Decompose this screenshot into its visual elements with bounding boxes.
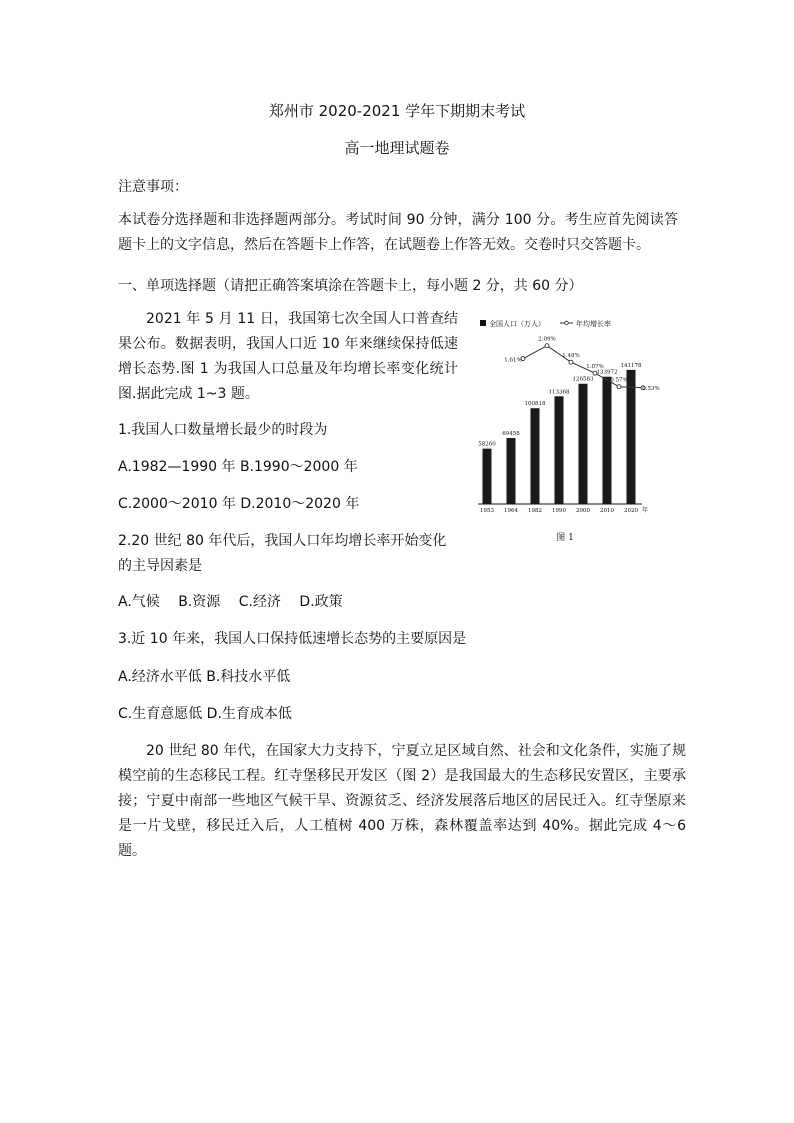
q2-stem: 2.20 世纪 80 年代后，我国人口年均增长率开始变化的主导因素是 <box>118 533 447 574</box>
bar-2000 <box>579 384 588 504</box>
bar-label-1953: 58260 <box>478 441 496 448</box>
notes-body: 本试卷分选择题和非选择题两部分。考试时间 90 分钟，满分 100 分。考生应首先阅读答题卡上的文字信息，然后在答题卡上作答，在试题卷上作答无效。交卷时只交答题卡。 <box>118 212 678 253</box>
bar-label-1990: 113368 <box>548 389 570 396</box>
x-tick-1953: 1953 <box>480 508 494 514</box>
growth-label-2010: 0.57% <box>610 377 628 384</box>
growth-point-1990 <box>569 360 573 364</box>
exam-subtitle: 高一地理试题卷 <box>344 139 450 157</box>
legend-line-label: 年均增长率 <box>576 320 611 328</box>
growth-label-2020: 0.53% <box>642 385 660 392</box>
q1-options-ab: A.1982—1990 年 B.1990～2000 年 <box>118 459 358 475</box>
bar-label-1982: 100818 <box>524 401 546 408</box>
figure-caption: 图 1 <box>556 533 574 543</box>
growth-label-2000: 1.07% <box>586 364 604 371</box>
bar-label-2000: 126583 <box>572 376 594 383</box>
exam-title: 郑州市 2020-2021 学年下期期末考试 <box>268 102 526 120</box>
bar-1990 <box>555 396 564 504</box>
bar-1982 <box>531 408 540 504</box>
x-axis-unit: 年 <box>642 507 649 514</box>
bar-1953 <box>483 449 492 504</box>
bar-label-2010: 133972 <box>596 369 618 376</box>
q3-stem: 3.近 10 年来，我国人口保持低速增长态势的主要原因是 <box>118 631 467 647</box>
notes-heading: 注意事项： <box>118 179 188 195</box>
growth-point-2000 <box>593 371 597 375</box>
growth-label-1990: 1.48% <box>562 353 580 360</box>
bar-2010 <box>603 377 612 504</box>
growth-point-1982 <box>545 344 549 348</box>
q3-options-cd: C.生育意愿低 D.生育成本低 <box>118 706 292 722</box>
growth-point-2010 <box>617 385 621 389</box>
q2-options: A.气候 B.资源 C.经济 D.政策 <box>118 594 343 610</box>
legend-bar-label: 全国人口（万人） <box>489 320 545 328</box>
population-chart <box>470 312 680 547</box>
q1-options-cd: C.2000～2010 年 D.2010～2020 年 <box>118 496 360 512</box>
bar-label-2020: 141178 <box>620 362 642 369</box>
x-tick-1964: 1964 <box>504 508 518 514</box>
x-tick-1982: 1982 <box>528 508 542 514</box>
bar-1964 <box>507 438 516 504</box>
x-tick-2010: 2010 <box>600 508 614 514</box>
q3-options-ab: A.经济水平低 B.科技水平低 <box>118 669 291 685</box>
growth-label-1982: 2.09% <box>538 336 556 343</box>
x-tick-2020: 2020 <box>624 508 638 514</box>
bar-2020 <box>627 370 636 504</box>
section1-heading: 一、单项选择题（请把正确答案填涂在答题卡上，每小题 2 分，共 60 分） <box>118 278 583 294</box>
legend-bar-swatch <box>480 320 486 326</box>
x-tick-1990: 1990 <box>552 508 566 514</box>
bar-label-1964: 69458 <box>502 431 520 438</box>
q1-stem: 1.我国人口数量增长最少的时段为 <box>118 422 328 438</box>
x-tick-2000: 2000 <box>576 508 590 514</box>
passage-2: 20 世纪 80 年代，在国家大力支持下，宁夏立足区域自然、社会和文化条件，实施了规模空前的生态移民工程。红寺堡移民开发区（图 2）是我国最大的生态移民安置区，主要承接；宁夏中南部一些地区气候干旱、资源贫乏、经济发展落后地区的居民迁入。红寺堡原来是一片戈壁，移民迁入后，人工植树 400 万株，森林覆盖率达到 40%。据此完成 4～6 题。 <box>118 743 686 859</box>
legend-line-marker <box>565 321 569 325</box>
passage-1: 2021 年 5 月 11 日，我国第七次全国人口普查结果公布。数据表明，我国人口近 10 年来继续保持低速增长态势.图 1 为我国人口总量及年均增长率变化统计图.据此完成 1~3 题。 <box>118 311 458 402</box>
growth-label-1964: 1.61% <box>504 357 522 364</box>
